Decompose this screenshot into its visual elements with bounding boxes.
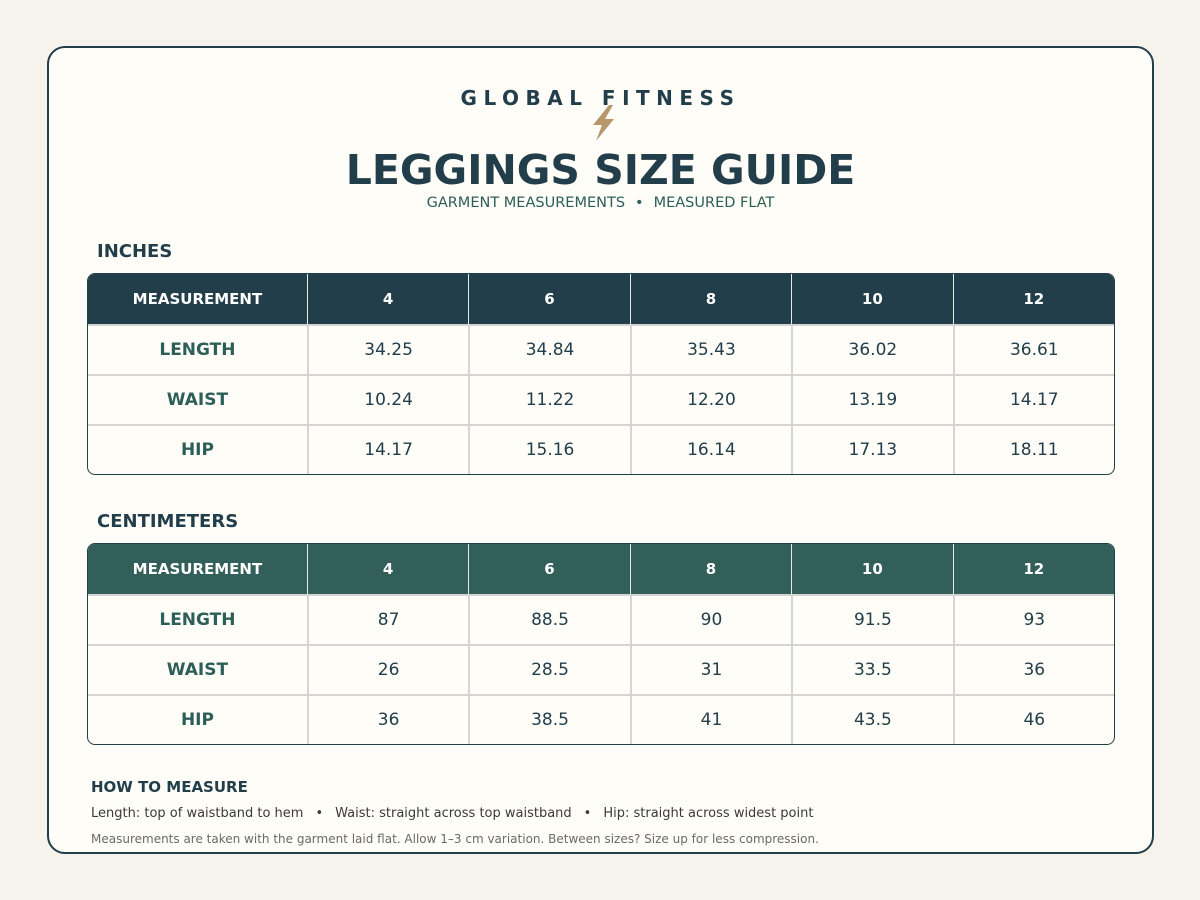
- row-label: HIP: [180, 440, 214, 460]
- subtitle-separator: •: [635, 195, 644, 211]
- lightning-bolt-icon: [587, 103, 619, 143]
- header-cell: 10: [791, 544, 952, 594]
- table-cell: 14.17: [953, 376, 1114, 424]
- header-cell: 6: [468, 274, 629, 324]
- header-cell: MEASUREMENT: [132, 560, 263, 578]
- row-label: WAIST: [166, 390, 229, 410]
- table-cell: 41: [630, 696, 791, 744]
- centimeters-table: [87, 543, 1115, 745]
- table-cell: 35.43: [630, 326, 791, 374]
- measurement-note: Measurements are taken with the garment laid flat. Allow 1–3 cm variation. Between sizes? Size up for less compression.: [91, 832, 819, 846]
- table-cell: 88.5: [468, 596, 629, 644]
- section-label-inches: INCHES: [97, 241, 173, 262]
- table-cell: 38.5: [468, 696, 629, 744]
- table-cell: 87: [307, 596, 468, 644]
- table-cell: 93: [953, 596, 1114, 644]
- header-cell: 8: [630, 544, 791, 594]
- table-cell: 26: [307, 646, 468, 694]
- header-cell: MEASUREMENT: [132, 290, 263, 308]
- table-cell: 31: [630, 646, 791, 694]
- table-cell: 34.84: [468, 326, 629, 374]
- table-row: [88, 594, 1114, 644]
- header-cell: 10: [791, 274, 952, 324]
- row-label: LENGTH: [159, 340, 236, 360]
- inches-table: [87, 273, 1115, 475]
- row-label: HIP: [180, 710, 214, 730]
- table-cell: 36: [953, 646, 1114, 694]
- table-cell: 18.11: [953, 426, 1114, 474]
- table-cell: 36.02: [791, 326, 952, 374]
- subtitle-part: GARMENT MEASUREMENTS: [426, 195, 626, 211]
- header-cell: 12: [953, 274, 1114, 324]
- table-cell: 33.5: [791, 646, 952, 694]
- table-cell: 34.25: [307, 326, 468, 374]
- table-header-row: [88, 274, 1114, 324]
- header-cell: 8: [630, 274, 791, 324]
- table-cell: 12.20: [630, 376, 791, 424]
- header-cell: 4: [307, 544, 468, 594]
- table-cell: 13.19: [791, 376, 952, 424]
- instruction-separator: •: [583, 806, 592, 821]
- table-row: [88, 644, 1114, 694]
- section-label-centimeters: CENTIMETERS: [97, 511, 239, 532]
- table-cell: 28.5: [468, 646, 629, 694]
- row-label: WAIST: [166, 660, 229, 680]
- header-cell: 12: [953, 544, 1114, 594]
- table-row: [88, 424, 1114, 474]
- table-cell: 36: [307, 696, 468, 744]
- subtitle-part: MEASURED FLAT: [653, 195, 775, 211]
- header-cell: 6: [468, 544, 629, 594]
- table-row: [88, 694, 1114, 744]
- table-cell: 91.5: [791, 596, 952, 644]
- page-subtitle: [49, 195, 1152, 211]
- table-cell: 11.22: [468, 376, 629, 424]
- instruction-waist: Waist: straight across top waistband: [335, 806, 572, 821]
- table-cell: 10.24: [307, 376, 468, 424]
- table-cell: 17.13: [791, 426, 952, 474]
- brand-name: GLOBAL FITNESS: [460, 86, 741, 110]
- header-cell: 4: [307, 274, 468, 324]
- table-header-row: [88, 544, 1114, 594]
- table-cell: 46: [953, 696, 1114, 744]
- table-cell: 36.61: [953, 326, 1114, 374]
- instruction-separator: •: [315, 806, 324, 821]
- how-to-measure-heading: HOW TO MEASURE: [91, 778, 248, 796]
- table-row: [88, 324, 1114, 374]
- table-row: [88, 374, 1114, 424]
- instruction-length: Length: top of waistband to hem: [91, 806, 304, 821]
- instruction-hip: Hip: straight across widest point: [603, 806, 814, 821]
- table-cell: 90: [630, 596, 791, 644]
- table-cell: 15.16: [468, 426, 629, 474]
- page-title: LEGGINGS SIZE GUIDE: [345, 146, 856, 194]
- table-cell: 16.14: [630, 426, 791, 474]
- size-guide-card: [47, 46, 1154, 854]
- table-cell: 43.5: [791, 696, 952, 744]
- table-cell: 14.17: [307, 426, 468, 474]
- how-to-measure-instructions: [91, 806, 813, 821]
- row-label: LENGTH: [159, 610, 236, 630]
